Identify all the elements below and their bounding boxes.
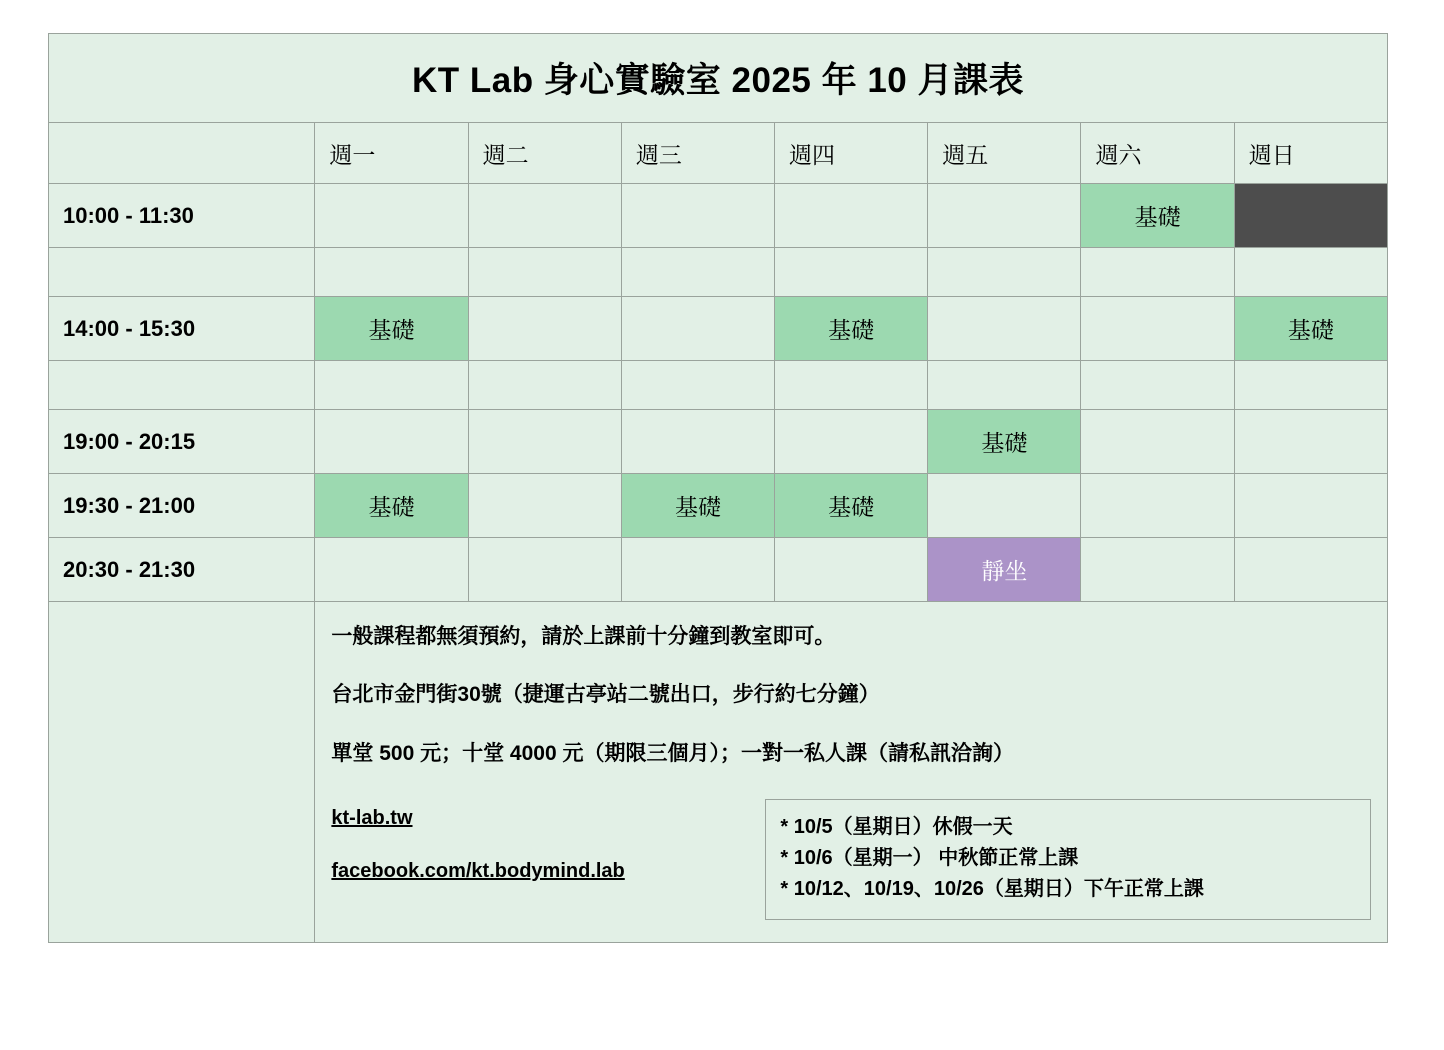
- corner-cell: [49, 123, 315, 184]
- slot-sun: [1234, 474, 1387, 538]
- slot-tue: [468, 184, 621, 248]
- spacer-row: [49, 248, 1388, 297]
- slot-thu: 基礎: [775, 297, 928, 361]
- note-pricing: 單堂 500 元；十堂 4000 元（期限三個月）；一對一私人課（請私訊洽詢）: [331, 741, 1014, 765]
- schedule-row: [49, 184, 1388, 248]
- day-header-fri: 週五: [928, 123, 1081, 184]
- website-link[interactable]: kt-lab.tw: [331, 806, 413, 829]
- notes-row: [49, 602, 1388, 943]
- page-title: KT Lab 身心實驗室 2025 年 10 月課表: [49, 34, 1388, 123]
- note-address: 台北市金門街30號（捷運古亭站二號出口，步行約七分鐘）: [331, 683, 880, 707]
- day-header-tue: 週二: [468, 123, 621, 184]
- slot-mon: 基礎: [315, 474, 468, 538]
- time-label: 14:00 - 15:30: [49, 297, 315, 361]
- slot-mon: [315, 184, 468, 248]
- slot-mon: [315, 410, 468, 474]
- slot-wed: [621, 248, 774, 297]
- slot-sat: 基礎: [1081, 184, 1234, 248]
- day-header-row: [49, 123, 1388, 184]
- slot-sat: [1081, 297, 1234, 361]
- slot-wed: [621, 410, 774, 474]
- slot-thu: [775, 184, 928, 248]
- slot-tue: [468, 297, 621, 361]
- slot-sat: [1081, 361, 1234, 410]
- slot-fri-sitting: 靜坐: [928, 538, 1081, 602]
- notice-line-3: * 10/12、10/19、10/26（星期日）下午正常上課: [780, 877, 1204, 900]
- slot-fri: [928, 474, 1081, 538]
- slot-tue: [468, 248, 621, 297]
- slot-wed: [621, 538, 774, 602]
- notes-left-blank: [49, 602, 315, 943]
- slot-mon: [315, 538, 468, 602]
- slot-fri: [928, 184, 1081, 248]
- slot-mon: [315, 248, 468, 297]
- slot-sun: [1234, 410, 1387, 474]
- time-label: 19:30 - 21:00: [49, 474, 315, 538]
- slot-sat: [1081, 248, 1234, 297]
- slot-tue: [468, 410, 621, 474]
- title-row: [49, 34, 1388, 123]
- slot-sun: [1234, 361, 1387, 410]
- schedule-row: [49, 297, 1388, 361]
- slot-fri: [928, 297, 1081, 361]
- slot-sat: [1081, 410, 1234, 474]
- holiday-notice-box: [765, 799, 1371, 920]
- notes-area: [315, 602, 1388, 943]
- slot-fri: [928, 248, 1081, 297]
- slot-tue: [468, 361, 621, 410]
- schedule-sheet: [48, 33, 1388, 943]
- slot-wed: [621, 361, 774, 410]
- slot-mon: [315, 361, 468, 410]
- slot-sun: [1234, 538, 1387, 602]
- spacer-row: [49, 361, 1388, 410]
- slot-thu: [775, 410, 928, 474]
- day-header-sat: 週六: [1081, 123, 1234, 184]
- slot-thu: [775, 538, 928, 602]
- time-label-empty: [49, 248, 315, 297]
- slot-sun: 基礎: [1234, 297, 1387, 361]
- notice-line-2: * 10/6（星期一） 中秋節正常上課: [780, 846, 1079, 869]
- slot-wed: [621, 297, 774, 361]
- facebook-link[interactable]: facebook.com/kt.bodymind.lab: [331, 859, 625, 882]
- time-label: 10:00 - 11:30: [49, 184, 315, 248]
- day-header-wed: 週三: [621, 123, 774, 184]
- links-and-notice: [331, 799, 1387, 920]
- slot-fri: [928, 361, 1081, 410]
- time-label: 19:00 - 20:15: [49, 410, 315, 474]
- slot-thu: [775, 248, 928, 297]
- time-label: 20:30 - 21:30: [49, 538, 315, 602]
- slot-sun: [1234, 248, 1387, 297]
- note-reservation: 一般課程都無須預約，請於上課前十分鐘到教室即可。: [331, 625, 836, 648]
- schedule-row: [49, 538, 1388, 602]
- slot-fri: 基礎: [928, 410, 1081, 474]
- slot-sun-closed: [1234, 184, 1387, 248]
- slot-thu: [775, 361, 928, 410]
- day-header-sun: 週日: [1234, 123, 1387, 184]
- slot-sat: [1081, 538, 1234, 602]
- slot-wed: 基礎: [621, 474, 774, 538]
- notice-line-1: * 10/5（星期日）休假一天: [780, 815, 1013, 838]
- slot-tue: [468, 474, 621, 538]
- schedule-table: [48, 33, 1388, 943]
- slot-wed: [621, 184, 774, 248]
- time-label-empty: [49, 361, 315, 410]
- day-header-thu: 週四: [775, 123, 928, 184]
- schedule-row: [49, 474, 1388, 538]
- slot-thu: 基礎: [775, 474, 928, 538]
- slot-mon: 基礎: [315, 297, 468, 361]
- slot-tue: [468, 538, 621, 602]
- links-group: [331, 799, 751, 913]
- schedule-row: [49, 410, 1388, 474]
- slot-sat: [1081, 474, 1234, 538]
- day-header-mon: 週一: [315, 123, 468, 184]
